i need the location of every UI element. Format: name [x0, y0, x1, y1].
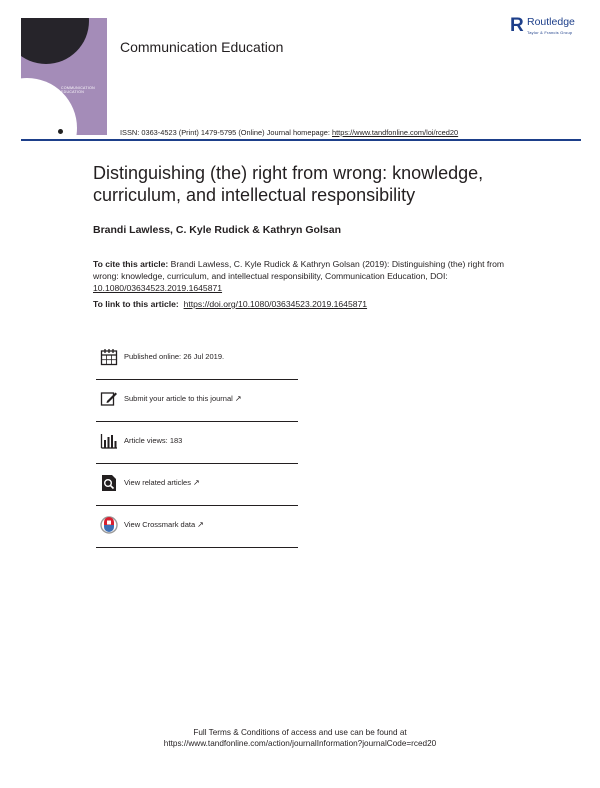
crossmark-icon — [100, 516, 118, 534]
citation-block — [93, 258, 523, 294]
footer — [0, 727, 600, 749]
citation-label: To cite this article: — [93, 259, 169, 269]
related-search-icon — [100, 474, 118, 492]
article-link-label: To link to this article: — [93, 299, 179, 309]
citation-text: Brandi Lawless, C. Kyle Rudick & Kathryn Golsan (2019): Distinguishing (the) right from wrong: knowledge, curriculum, and intellectual responsibility, Communication Education, DOI: — [93, 259, 505, 281]
external-link-icon: ↗ — [197, 520, 204, 529]
doi-link[interactable]: 10.1080/03634523.2019.1645871 — [93, 283, 223, 293]
article-views-row — [96, 422, 298, 464]
footer-terms-text: Full Terms & Conditions of access and use can be found at — [193, 728, 407, 737]
external-link-icon: ↗ — [192, 478, 200, 487]
header-divider — [21, 139, 581, 141]
crossmark-label: View Crossmark data — [124, 520, 196, 529]
submit-article-row[interactable] — [96, 380, 298, 422]
related-articles-label: View related articles — [124, 478, 191, 487]
cover-logo-icon — [58, 129, 63, 134]
article-link-line — [93, 299, 367, 309]
external-link-icon: ↗ — [234, 394, 242, 403]
article-doi-url-link[interactable]: https://doi.org/10.1080/03634523.2019.1645871 — [183, 299, 368, 309]
cover-dark-arc — [21, 18, 89, 64]
article-authors: Brandi Lawless, C. Kyle Rudick & Kathryn Golsan — [93, 224, 341, 236]
routledge-r-icon: R — [510, 15, 524, 36]
cover-title: COMMUNICATION EDUCATION — [61, 86, 95, 94]
published-online-date: Published online: 26 Jul 2019. — [124, 352, 225, 361]
publisher-logo — [510, 15, 590, 39]
calendar-icon — [100, 348, 118, 366]
article-title: Distinguishing (the) right from wrong: knowledge, curriculum, and intellectual responsibility — [93, 163, 484, 205]
issn-text: ISSN: 0363-4523 (Print) 1479-5795 (Online) Journal homepage: — [120, 128, 332, 137]
article-views-count: Article views: 183 — [124, 436, 183, 445]
published-online-row — [96, 338, 298, 380]
article-info-list — [96, 338, 298, 548]
publisher-name: Routledge — [527, 16, 575, 28]
crossmark-link[interactable] — [124, 520, 204, 529]
journal-title: Communication Education — [120, 39, 284, 55]
publisher-tagline: Taylor & Francis Group — [527, 30, 573, 35]
edit-icon — [100, 390, 118, 408]
crossmark-row[interactable] — [96, 506, 298, 548]
related-articles-link[interactable] — [124, 478, 200, 487]
journal-cover-image — [21, 18, 107, 135]
journal-homepage-link[interactable]: https://www.tandfonline.com/loi/rced20 — [332, 128, 459, 137]
footer-journal-info-link[interactable]: https://www.tandfonline.com/action/journalInformation?journalCode=rced20 — [163, 739, 437, 748]
submit-article-link[interactable] — [124, 394, 242, 403]
submit-article-label: Submit your article to this journal — [124, 394, 233, 403]
bar-chart-icon — [100, 432, 118, 450]
related-articles-row[interactable] — [96, 464, 298, 506]
issn-line — [120, 128, 458, 137]
